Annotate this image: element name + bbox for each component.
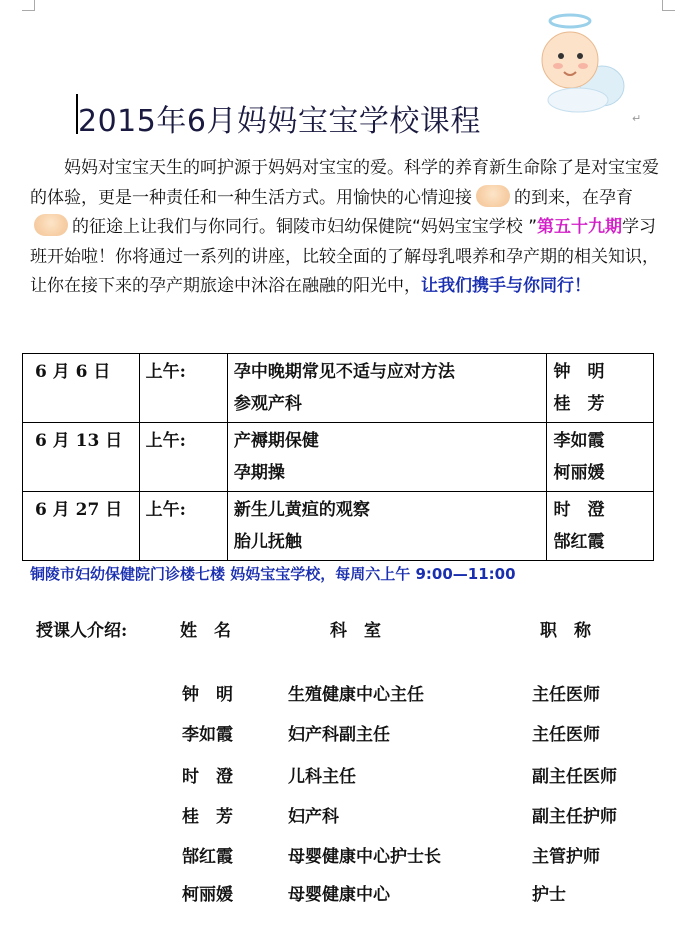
teacher-title: 副主任医师 [532,767,617,787]
page-title: 2015年6月妈妈宝宝学校课程 [78,104,481,139]
teacher-dept: 生殖健康中心主任 [288,685,424,705]
corner-mark-top-right [662,0,675,11]
teacher-title: 副主任护师 [532,807,617,827]
schedule-time: 上午: [139,354,227,423]
table-row [23,354,654,423]
schedule-time: 上午: [139,423,227,492]
baby-face-icon [34,214,68,236]
teacher-dept: 妇产科副主任 [288,725,390,745]
table-row [23,423,654,492]
schedule-teachers: 李如霞 柯丽媛 [547,423,654,492]
paragraph-mark: ↵ [632,112,642,125]
teacher-dept: 儿科主任 [288,767,356,787]
teacher-title: 主任医师 [532,685,600,705]
teacher-name: 时 澄 [182,767,233,787]
schedule-topics: 新生儿黄疸的观察 胎儿抚触 [227,492,547,561]
schedule-topics: 孕中晚期常见不适与应对方法 参观产科 [227,354,547,423]
intro-text-3: 的征途上让我们与你同行。铜陵市妇幼保健院“妈妈宝宝学校 ” [72,217,538,237]
header-name: 姓 名 [180,621,231,641]
header-dept: 科 室 [330,621,381,641]
teacher-name: 柯丽媛 [182,885,233,905]
slogan-highlight: 让我们携手与你同行！ [421,276,591,296]
teacher-name: 郜红霞 [182,847,233,867]
angel-baby-clipart [528,8,628,118]
intro-paragraph [30,154,660,302]
table-row [23,492,654,561]
schedule-teachers: 钟 明 桂 芳 [547,354,654,423]
baby-face-icon [476,185,510,207]
intro-text-2: 的到来，在孕育 [514,187,633,208]
teacher-dept: 母婴健康中心 [288,885,390,905]
session-highlight: 第五十九期 [537,217,623,237]
teacher-name: 钟 明 [182,685,233,705]
corner-mark-top-left [22,0,35,11]
schedule-table [22,353,654,561]
header-title: 职 称 [540,621,591,641]
teacher-dept: 母婴健康中心护士长 [288,847,441,867]
teachers-label: 授课人介绍: [36,621,128,641]
schedule-date: 6 月 13 日 [23,423,140,492]
teacher-title: 主管护师 [532,847,600,867]
teacher-title: 主任医师 [532,725,600,745]
location-note: 铜陵市妇幼保健院门诊楼七楼 妈妈宝宝学校，每周六上午 9:00—11:00 [30,565,516,583]
intro-text-4: 学习班开始啦！你将通过一系列的讲座，比较全面的了解母乳喂养和孕产期的相关知识，让你在接下来的孕产期旅途中沐浴在融融的阳光中， [30,217,659,296]
schedule-time: 上午: [139,492,227,561]
schedule-teachers: 时 澄 郜红霞 [547,492,654,561]
schedule-date: 6 月 27 日 [23,492,140,561]
schedule-date: 6 月 6 日 [23,354,140,423]
teacher-name: 桂 芳 [182,807,233,827]
teacher-title: 护士 [532,885,566,905]
teacher-name: 李如霞 [182,725,233,745]
schedule-topics: 产褥期保健 孕期操 [227,423,547,492]
intro-text-1: 妈妈对宝宝天生的呵护源于妈妈对宝宝的爱。科学的养育新生命除了是对宝宝爱的体验，更是一种责任和一种生活方式。用愉快的心情迎接 [30,158,659,208]
teacher-dept: 妇产科 [288,807,339,827]
